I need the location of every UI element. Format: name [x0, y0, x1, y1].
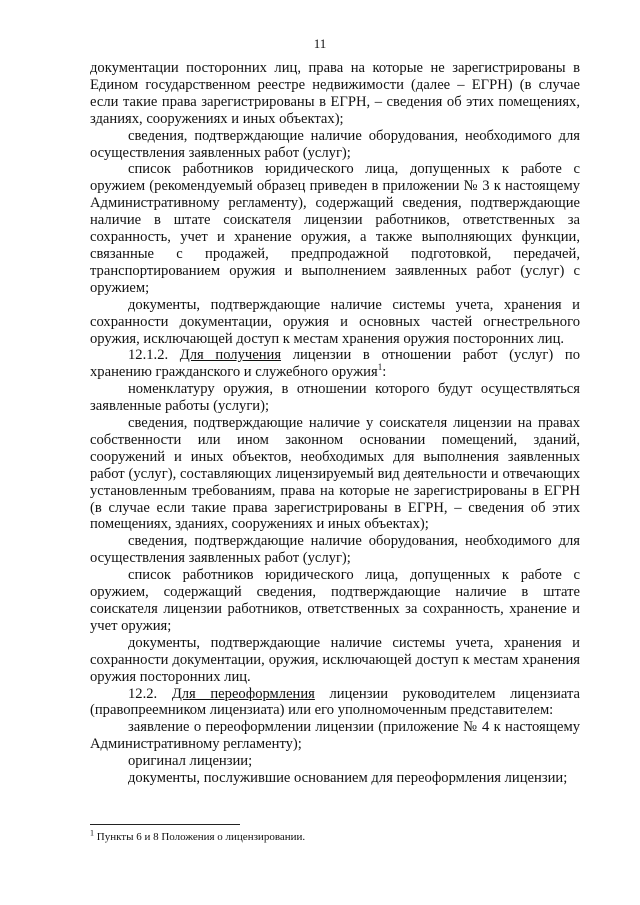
section-text: лицензии руководителем лицензиата (правопреемником лицензиата) или его уполномоченным представителем: — [90, 685, 580, 719]
paragraph: документы, послужившие основанием для переоформления лицензии; — [128, 770, 568, 787]
section-tail: : — [382, 364, 387, 381]
section-heading-12-1-2 — [90, 347, 580, 381]
footnote-mark: 1 — [90, 828, 94, 838]
section-underlined-lead: Для переоформления — [171, 685, 315, 702]
paragraph: список работников юридического лица, допущенных к работе с оружием (рекомендуемый образец приведен в приложении № 3 к настоящему Административному регламенту), содержащий сведения, подтверждающие наличие в штате соискателя лицензии работников, ответственных за сохранность, учет и хранение оружия, а также выполняющих функции, связанные с продажей, предпродажной подготовкой, передачей, транспортированием оружия и выполнением заявленных работ (услуг) с оружием; — [90, 161, 580, 296]
paragraph: оригинал лицензии; — [128, 753, 253, 770]
section-text: лицензии в отношении работ (услуг) по хранению гражданского и служебного оружия — [90, 347, 580, 381]
document-body — [90, 60, 580, 787]
paragraph: документы, подтверждающие наличие системы учета, хранения и сохранности документации, оружия и основных частей огнестрельного оружия, исключающей доступ к местам хранения оружия посторонних лиц. — [90, 296, 580, 347]
paragraph: сведения, подтверждающие наличие оборудования, необходимого для осуществления заявленных работ (услуг); — [90, 533, 580, 567]
section-number: 12.2. — [128, 685, 158, 702]
section-heading-12-2 — [90, 686, 580, 720]
paragraph: сведения, подтверждающие наличие оборудования, необходимого для осуществления заявленных работ (услуг); — [90, 127, 580, 161]
footnote-divider — [90, 824, 240, 825]
footnote-text: Пункты 6 и 8 Положения о лицензировании. — [94, 831, 306, 843]
paragraph: номенклатуру оружия, в отношении которого будут осуществляться заявленные работы (услуги); — [90, 381, 580, 415]
paragraph: документации посторонних лиц, права на которые не зарегистрированы в Едином государственном реестре недвижимости (далее – ЕГРН) (в случае если такие права зарегистрированы в ЕГРН, – сведения об этих помещениях, зданиях, сооружениях и иных объектах); — [90, 60, 580, 127]
paragraph: список работников юридического лица, допущенных к работе с оружием, содержащий сведения, подтверждающие наличие в штате соискателя лицензии работников, ответственных за сохранность, хранение и учет оружия; — [90, 567, 580, 634]
footnote-reference: 1 — [377, 362, 383, 373]
paragraph: документы, подтверждающие наличие системы учета, хранения и сохранности документации, оружия, исключающей доступ к местам хранения оружия посторонних лиц. — [90, 634, 580, 685]
page-number: 11 — [313, 36, 327, 51]
paragraph: заявление о переоформлении лицензии (приложение № 4 к настоящему Административному регламенту); — [90, 719, 580, 753]
section-underlined-lead: Для получения — [179, 347, 282, 364]
paragraph: сведения, подтверждающие наличие у соискателя лицензии на правах собственности или ином законном основании помещений, зданий, сооружений и иных объектов, необходимых для выполнения заявленных работ (услуг), составляющих лицензируемый вид деятельности и отвечающих установленным требованиям, права на которые не зарегистрированы в ЕГРН (в случае если такие права зарегистрированы в ЕГРН, – сведения об этих помещениях, зданиях, сооружениях и иных объектах); — [90, 415, 580, 533]
section-number: 12.1.2. — [128, 347, 169, 364]
footnote — [90, 828, 580, 844]
